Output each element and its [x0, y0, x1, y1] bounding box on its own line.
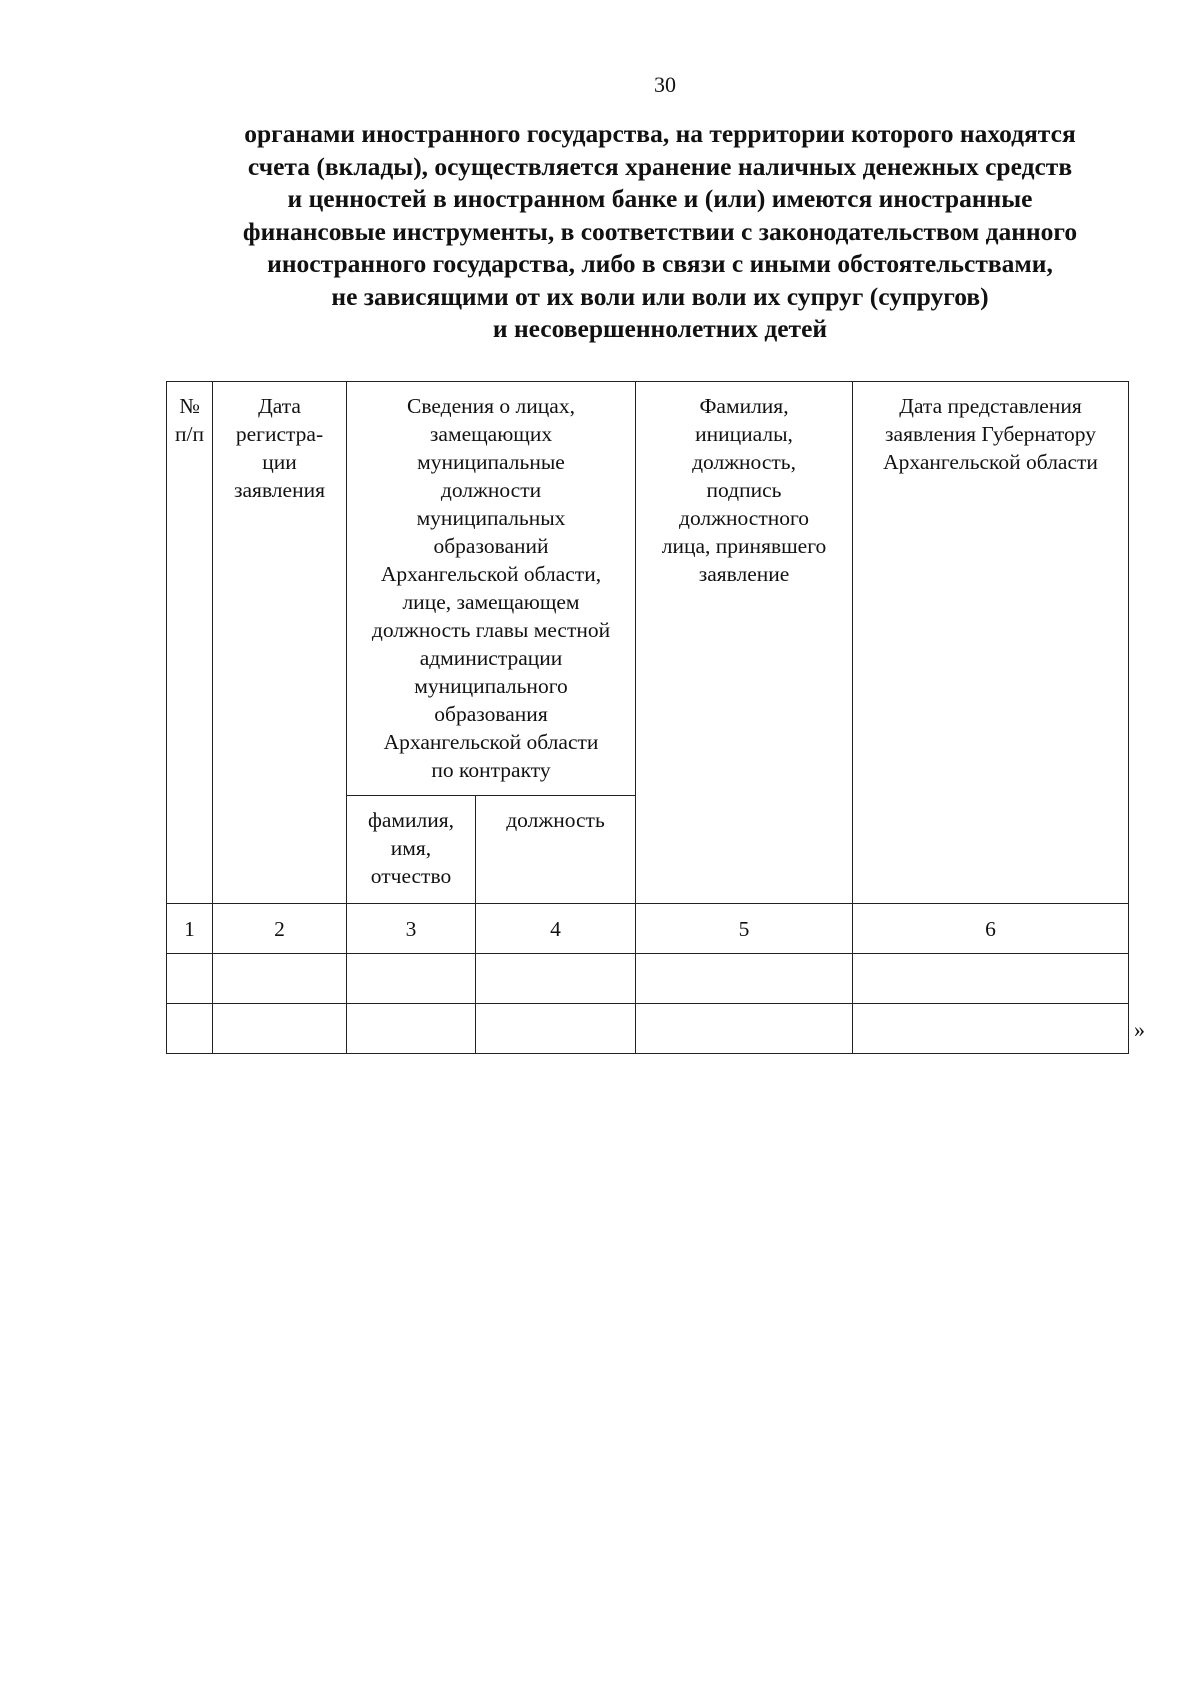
table-row [167, 954, 1129, 1004]
header-text: Дата представления [899, 394, 1082, 418]
page-number: 30 [654, 72, 676, 97]
header-text: лица, принявшего [661, 534, 827, 558]
table-cell [347, 1004, 476, 1054]
header-text: должностного [679, 506, 810, 530]
heading-line: финансовые инструменты, в соответствии с законодательством данного [242, 216, 1078, 246]
table-cell [347, 954, 476, 1004]
header-text: Сведения о лицах, [407, 394, 575, 418]
header-text: Архангельской области [383, 730, 599, 754]
header-cell-official [636, 382, 853, 904]
header-cell-number [167, 382, 213, 904]
register-table [166, 381, 1129, 1054]
header-text: администрации [419, 646, 563, 670]
header-text: должность [506, 808, 605, 832]
table-cell [853, 1004, 1129, 1054]
header-text: должность, [692, 450, 796, 474]
header-cell-submission-date [853, 382, 1129, 904]
table-cell [476, 954, 636, 1004]
column-number: 5 [636, 904, 853, 954]
closing-quote: » [1134, 1017, 1145, 1042]
header-text: муниципальных [416, 506, 566, 530]
table-header-row [167, 382, 1129, 796]
header-text: Архангельской области [883, 450, 1098, 474]
header-text: инициалы, [695, 422, 793, 446]
header-cell-full-name [347, 796, 476, 904]
heading-line: и несовершеннолетних детей [492, 314, 828, 343]
header-text: отчество [370, 864, 452, 888]
column-number: 3 [347, 904, 476, 954]
header-text: фамилия, [367, 808, 455, 832]
table-cell [213, 1004, 347, 1054]
heading-line: не зависящими от их воли или воли их супруг (супругов) [331, 281, 989, 311]
column-number-row [167, 904, 1129, 954]
heading-line: и ценностей в иностранном банке и (или) имеются иностранные [287, 184, 1033, 213]
column-number: 4 [476, 904, 636, 954]
table-cell [636, 954, 853, 1004]
header-text: № [179, 394, 200, 418]
header-text: заявления Губернатору [885, 422, 1096, 446]
header-cell-position [476, 796, 636, 904]
table-row [167, 1004, 1129, 1054]
header-text: должности [440, 478, 542, 502]
header-text: лице, замещающем [402, 590, 580, 614]
column-number: 2 [213, 904, 347, 954]
header-text: заявление [698, 562, 790, 586]
header-cell-registration-date [213, 382, 347, 904]
column-number: 6 [853, 904, 1129, 954]
document-heading [170, 118, 1150, 346]
table-cell [476, 1004, 636, 1054]
header-cell-persons-info [347, 382, 636, 796]
header-text: Архангельской области, [380, 562, 602, 586]
header-text: замещающих [429, 422, 553, 446]
header-text: имя, [390, 836, 432, 860]
header-text: должность главы местной [371, 618, 611, 642]
header-text: муниципальные [417, 450, 565, 474]
header-text: Фамилия, [699, 394, 789, 418]
header-text: по контракту [431, 758, 551, 782]
table-cell [853, 954, 1129, 1004]
table-cell [213, 954, 347, 1004]
heading-line: иностранного государства, либо в связи с иными обстоятельствами, [267, 249, 1053, 278]
table-cell [167, 1004, 213, 1054]
table-cell [167, 954, 213, 1004]
heading-line: органами иностранного государства, на территории которого находятся [244, 119, 1076, 148]
header-text: регистра- [235, 422, 324, 446]
header-text: п/п [175, 422, 204, 446]
header-text: подпись [706, 478, 782, 502]
header-text: образований [433, 534, 549, 558]
header-text: ции [262, 450, 297, 474]
header-text: Дата [258, 394, 301, 418]
header-text: образования [434, 702, 548, 726]
heading-line: счета (вклады), осуществляется хранение наличных денежных средств [247, 151, 1073, 181]
header-text: муниципального [414, 674, 568, 698]
column-number: 1 [167, 904, 213, 954]
header-text: заявления [234, 478, 325, 502]
table-cell [636, 1004, 853, 1054]
